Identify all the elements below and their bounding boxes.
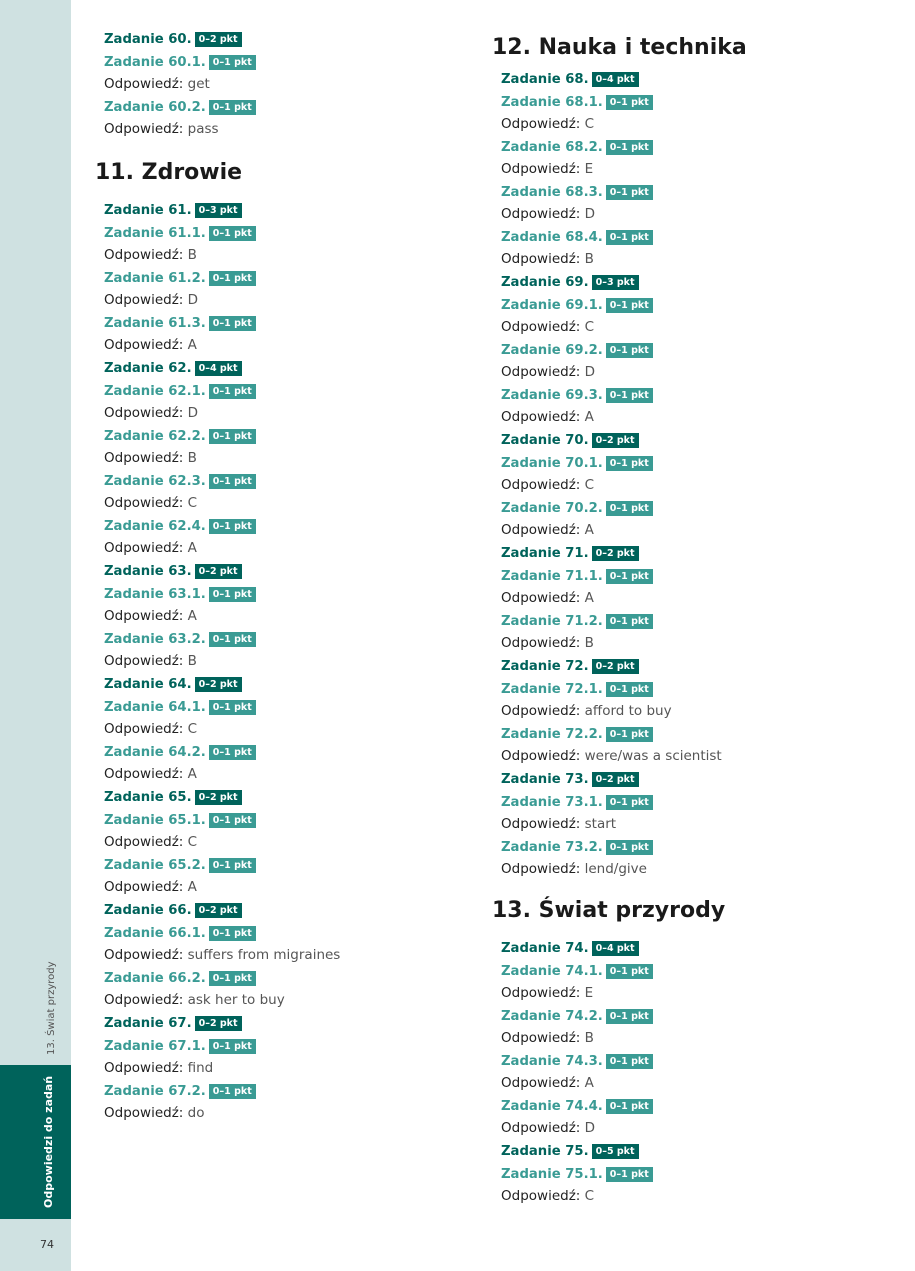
task-number: Zadanie 70.2. bbox=[501, 501, 603, 516]
task-heading bbox=[501, 768, 881, 791]
answer-row bbox=[501, 701, 881, 723]
points-badge: 0–1 pkt bbox=[606, 140, 653, 155]
subtask-heading bbox=[501, 497, 881, 520]
page-number: 74 bbox=[40, 1238, 54, 1251]
answer-label: Odpowiedź: bbox=[104, 247, 184, 263]
answer-value: A bbox=[187, 766, 197, 782]
answer-row bbox=[104, 538, 464, 560]
task-heading bbox=[501, 429, 881, 452]
task-number: Zadanie 68.2. bbox=[501, 140, 603, 155]
task-number: Zadanie 74.3. bbox=[501, 1054, 603, 1069]
task-number: Zadanie 67.1. bbox=[104, 1039, 206, 1054]
task-number: Zadanie 70. bbox=[501, 433, 589, 448]
answer-row bbox=[104, 764, 464, 786]
answer-value: E bbox=[584, 161, 594, 177]
sidebar-chapter-label: Odpowiedzi do zadań bbox=[42, 1075, 55, 1208]
answer-label: Odpowiedź: bbox=[104, 495, 184, 511]
answer-value: A bbox=[187, 337, 197, 353]
answer-label: Odpowiedź: bbox=[104, 292, 184, 308]
answer-label: Odpowiedź: bbox=[104, 721, 184, 737]
answer-value: A bbox=[187, 879, 197, 895]
answer-value: D bbox=[584, 364, 596, 380]
answer-row bbox=[501, 1186, 881, 1208]
answer-value: find bbox=[187, 1060, 214, 1076]
subtask-heading bbox=[104, 425, 464, 448]
subtask-heading bbox=[501, 91, 881, 114]
task-number: Zadanie 63.2. bbox=[104, 632, 206, 647]
answer-row bbox=[104, 448, 464, 470]
subtask-heading bbox=[501, 294, 881, 317]
task-heading bbox=[501, 1140, 881, 1163]
subtask-heading bbox=[104, 222, 464, 245]
task-number: Zadanie 65.1. bbox=[104, 813, 206, 828]
subtask-heading bbox=[501, 452, 881, 475]
section-heading-zdrowie: 11. Zdrowie bbox=[95, 160, 243, 185]
task-number: Zadanie 69.2. bbox=[501, 343, 603, 358]
answer-value: D bbox=[584, 206, 596, 222]
points-badge: 0–2 pkt bbox=[592, 433, 639, 448]
answer-label: Odpowiedź: bbox=[501, 748, 581, 764]
subtask-heading bbox=[104, 1080, 464, 1103]
answer-label: Odpowiedź: bbox=[104, 879, 184, 895]
answer-label: Odpowiedź: bbox=[104, 450, 184, 466]
task-number: Zadanie 71.1. bbox=[501, 569, 603, 584]
answer-row bbox=[501, 1073, 881, 1095]
task-heading bbox=[104, 199, 464, 222]
answer-value: B bbox=[584, 251, 594, 267]
answer-value: A bbox=[584, 522, 594, 538]
task-number: Zadanie 62.2. bbox=[104, 429, 206, 444]
answer-value: E bbox=[584, 985, 594, 1001]
points-badge: 0–1 pkt bbox=[606, 230, 653, 245]
points-badge: 0–1 pkt bbox=[606, 1009, 653, 1024]
answer-row bbox=[104, 651, 464, 673]
answer-row bbox=[104, 245, 464, 267]
task-number: Zadanie 74.1. bbox=[501, 964, 603, 979]
points-badge: 0–1 pkt bbox=[209, 474, 256, 489]
answer-label: Odpowiedź: bbox=[501, 161, 581, 177]
sidebar-chapter-tab bbox=[0, 1065, 71, 1219]
task-number: Zadanie 62.1. bbox=[104, 384, 206, 399]
subtask-heading bbox=[501, 1163, 881, 1186]
answer-value: D bbox=[584, 1120, 596, 1136]
task-number: Zadanie 74.4. bbox=[501, 1099, 603, 1114]
task-number: Zadanie 65. bbox=[104, 790, 192, 805]
points-badge: 0–1 pkt bbox=[606, 501, 653, 516]
answer-row bbox=[501, 859, 881, 881]
left-column bbox=[95, 28, 464, 1125]
task-number: Zadanie 64.2. bbox=[104, 745, 206, 760]
task-number: Zadanie 60.1. bbox=[104, 55, 206, 70]
answer-row bbox=[104, 335, 464, 357]
answer-label: Odpowiedź: bbox=[104, 76, 184, 92]
answer-row bbox=[501, 407, 881, 429]
subtask-heading bbox=[501, 610, 881, 633]
points-badge: 0–1 pkt bbox=[606, 95, 653, 110]
subtask-heading bbox=[501, 836, 881, 859]
points-badge: 0–3 pkt bbox=[592, 275, 639, 290]
task-number: Zadanie 68. bbox=[501, 72, 589, 87]
task-number: Zadanie 66.1. bbox=[104, 926, 206, 941]
task-number: Zadanie 69.1. bbox=[501, 298, 603, 313]
points-badge: 0–1 pkt bbox=[209, 858, 256, 873]
points-badge: 0–1 pkt bbox=[209, 632, 256, 647]
task-heading bbox=[104, 673, 464, 696]
task-number: Zadanie 72. bbox=[501, 659, 589, 674]
answer-row bbox=[501, 633, 881, 655]
answer-row bbox=[501, 114, 881, 136]
answer-label: Odpowiedź: bbox=[104, 405, 184, 421]
task-number: Zadanie 74. bbox=[501, 941, 589, 956]
points-badge: 0–1 pkt bbox=[209, 271, 256, 286]
points-badge: 0–1 pkt bbox=[209, 226, 256, 241]
answer-row bbox=[104, 403, 464, 425]
answer-label: Odpowiedź: bbox=[501, 477, 581, 493]
points-badge: 0–2 pkt bbox=[195, 903, 242, 918]
subtask-heading bbox=[104, 696, 464, 719]
points-badge: 0–1 pkt bbox=[209, 519, 256, 534]
answer-value: C bbox=[584, 477, 595, 493]
task-number: Zadanie 75.1. bbox=[501, 1167, 603, 1182]
answer-value: suffers from migraines bbox=[187, 947, 341, 963]
subtask-heading bbox=[501, 723, 881, 746]
subtask-heading bbox=[501, 226, 881, 249]
task-number: Zadanie 69.3. bbox=[501, 388, 603, 403]
answer-row bbox=[501, 159, 881, 181]
points-badge: 0–1 pkt bbox=[606, 727, 653, 742]
points-badge: 0–1 pkt bbox=[209, 700, 256, 715]
task-heading bbox=[104, 786, 464, 809]
points-badge: 0–1 pkt bbox=[606, 840, 653, 855]
points-badge: 0–2 pkt bbox=[195, 564, 242, 579]
subtask-heading bbox=[104, 267, 464, 290]
sidebar-section-label: 13. Świat przyrody bbox=[46, 961, 57, 1055]
answer-row bbox=[104, 1103, 464, 1125]
answer-row bbox=[104, 945, 464, 967]
points-badge: 0–1 pkt bbox=[209, 745, 256, 760]
points-badge: 0–1 pkt bbox=[606, 569, 653, 584]
subtask-heading bbox=[501, 1095, 881, 1118]
task-number: Zadanie 62. bbox=[104, 361, 192, 376]
points-badge: 0–1 pkt bbox=[209, 1084, 256, 1099]
task-number: Zadanie 71. bbox=[501, 546, 589, 561]
answer-label: Odpowiedź: bbox=[104, 766, 184, 782]
task-number: Zadanie 66. bbox=[104, 903, 192, 918]
answer-label: Odpowiedź: bbox=[104, 337, 184, 353]
points-badge: 0–4 pkt bbox=[195, 361, 242, 376]
answer-value: ask her to buy bbox=[187, 992, 285, 1008]
answer-row bbox=[501, 814, 881, 836]
points-badge: 0–1 pkt bbox=[209, 384, 256, 399]
task-number: Zadanie 63. bbox=[104, 564, 192, 579]
task-list-przyroda bbox=[501, 937, 881, 1208]
answer-label: Odpowiedź: bbox=[501, 522, 581, 538]
task-heading bbox=[104, 899, 464, 922]
points-badge: 0–1 pkt bbox=[209, 587, 256, 602]
answer-label: Odpowiedź: bbox=[501, 319, 581, 335]
answer-label: Odpowiedź: bbox=[501, 703, 581, 719]
points-badge: 0–1 pkt bbox=[606, 682, 653, 697]
answer-label: Odpowiedź: bbox=[501, 206, 581, 222]
answer-row bbox=[104, 877, 464, 899]
subtask-heading bbox=[104, 515, 464, 538]
answer-row bbox=[501, 475, 881, 497]
task-number: Zadanie 61.1. bbox=[104, 226, 206, 241]
subtask-heading bbox=[501, 678, 881, 701]
subtask-heading bbox=[104, 470, 464, 493]
points-badge: 0–1 pkt bbox=[606, 298, 653, 313]
answer-row bbox=[501, 520, 881, 542]
answer-value: start bbox=[584, 816, 617, 832]
answer-value: D bbox=[187, 405, 199, 421]
task-number: Zadanie 69. bbox=[501, 275, 589, 290]
task-number: Zadanie 65.2. bbox=[104, 858, 206, 873]
task-heading bbox=[501, 542, 881, 565]
task-number: Zadanie 73. bbox=[501, 772, 589, 787]
answer-label: Odpowiedź: bbox=[104, 992, 184, 1008]
points-badge: 0–2 pkt bbox=[195, 32, 242, 47]
task-number: Zadanie 62.4. bbox=[104, 519, 206, 534]
answer-value: were/was a scientist bbox=[584, 748, 722, 764]
answer-value: A bbox=[187, 608, 197, 624]
answer-label: Odpowiedź: bbox=[104, 608, 184, 624]
answer-row bbox=[104, 832, 464, 854]
task-number: Zadanie 61.3. bbox=[104, 316, 206, 331]
answer-value: lend/give bbox=[584, 861, 647, 877]
answer-label: Odpowiedź: bbox=[104, 1105, 184, 1121]
points-badge: 0–1 pkt bbox=[606, 343, 653, 358]
points-badge: 0–1 pkt bbox=[606, 185, 653, 200]
task-number: Zadanie 61. bbox=[104, 203, 192, 218]
answer-value: B bbox=[584, 635, 594, 651]
answer-label: Odpowiedź: bbox=[104, 653, 184, 669]
answer-value: A bbox=[584, 590, 594, 606]
task-number: Zadanie 74.2. bbox=[501, 1009, 603, 1024]
answer-value: C bbox=[584, 116, 595, 132]
subtask-heading bbox=[501, 339, 881, 362]
answer-label: Odpowiedź: bbox=[104, 540, 184, 556]
answer-value: B bbox=[584, 1030, 594, 1046]
points-badge: 0–1 pkt bbox=[209, 971, 256, 986]
task-number: Zadanie 64. bbox=[104, 677, 192, 692]
points-badge: 0–1 pkt bbox=[209, 926, 256, 941]
task-number: Zadanie 66.2. bbox=[104, 971, 206, 986]
points-badge: 0–2 pkt bbox=[592, 772, 639, 787]
task-number: Zadanie 60. bbox=[104, 32, 192, 47]
task-number: Zadanie 68.3. bbox=[501, 185, 603, 200]
subtask-heading bbox=[501, 1050, 881, 1073]
subtask-heading bbox=[104, 741, 464, 764]
answer-value: B bbox=[187, 247, 197, 263]
section-heading-nauka: 12. Nauka i technika bbox=[492, 35, 747, 60]
task-heading bbox=[104, 560, 464, 583]
task-list-nauka bbox=[501, 68, 881, 881]
task-number: Zadanie 68.4. bbox=[501, 230, 603, 245]
answer-value: C bbox=[187, 495, 198, 511]
task-heading bbox=[501, 271, 881, 294]
points-badge: 0–1 pkt bbox=[209, 429, 256, 444]
answer-label: Odpowiedź: bbox=[501, 116, 581, 132]
task-number: Zadanie 60.2. bbox=[104, 100, 206, 115]
subtask-heading bbox=[104, 967, 464, 990]
task-heading bbox=[104, 357, 464, 380]
answer-row bbox=[104, 719, 464, 741]
task-heading bbox=[501, 937, 881, 960]
task-number: Zadanie 72.2. bbox=[501, 727, 603, 742]
right-column bbox=[492, 28, 881, 1208]
answer-label: Odpowiedź: bbox=[104, 1060, 184, 1076]
answer-row bbox=[104, 606, 464, 628]
task-list-60 bbox=[104, 28, 464, 141]
points-badge: 0–1 pkt bbox=[606, 1167, 653, 1182]
answer-value: D bbox=[187, 292, 199, 308]
subtask-heading bbox=[104, 380, 464, 403]
points-badge: 0–1 pkt bbox=[209, 100, 256, 115]
points-badge: 0–1 pkt bbox=[606, 1099, 653, 1114]
points-badge: 0–1 pkt bbox=[606, 614, 653, 629]
answer-value: C bbox=[584, 1188, 595, 1204]
points-badge: 0–1 pkt bbox=[606, 795, 653, 810]
subtask-heading bbox=[104, 96, 464, 119]
subtask-heading bbox=[501, 181, 881, 204]
points-badge: 0–1 pkt bbox=[606, 456, 653, 471]
answer-label: Odpowiedź: bbox=[104, 834, 184, 850]
points-badge: 0–2 pkt bbox=[195, 677, 242, 692]
task-heading bbox=[501, 655, 881, 678]
answer-row bbox=[104, 119, 464, 141]
task-number: Zadanie 73.1. bbox=[501, 795, 603, 810]
answer-row bbox=[501, 1028, 881, 1050]
answer-label: Odpowiedź: bbox=[501, 1120, 581, 1136]
answer-label: Odpowiedź: bbox=[501, 1075, 581, 1091]
answer-value: B bbox=[187, 653, 197, 669]
task-number: Zadanie 63.1. bbox=[104, 587, 206, 602]
answer-value: B bbox=[187, 450, 197, 466]
subtask-heading bbox=[501, 960, 881, 983]
task-number: Zadanie 72.1. bbox=[501, 682, 603, 697]
points-badge: 0–1 pkt bbox=[209, 316, 256, 331]
answer-value: C bbox=[187, 721, 198, 737]
subtask-heading bbox=[501, 791, 881, 814]
points-badge: 0–4 pkt bbox=[592, 941, 639, 956]
answer-label: Odpowiedź: bbox=[104, 121, 184, 137]
task-number: Zadanie 68.1. bbox=[501, 95, 603, 110]
subtask-heading bbox=[104, 922, 464, 945]
answer-value: A bbox=[584, 409, 594, 425]
answer-row bbox=[501, 983, 881, 1005]
answer-label: Odpowiedź: bbox=[104, 947, 184, 963]
answer-row bbox=[104, 74, 464, 96]
answer-value: A bbox=[187, 540, 197, 556]
answer-label: Odpowiedź: bbox=[501, 590, 581, 606]
task-number: Zadanie 67.2. bbox=[104, 1084, 206, 1099]
task-number: Zadanie 73.2. bbox=[501, 840, 603, 855]
subtask-heading bbox=[104, 51, 464, 74]
subtask-heading bbox=[501, 136, 881, 159]
answer-value: do bbox=[187, 1105, 205, 1121]
points-badge: 0–2 pkt bbox=[195, 790, 242, 805]
task-number: Zadanie 61.2. bbox=[104, 271, 206, 286]
subtask-heading bbox=[501, 565, 881, 588]
answer-label: Odpowiedź: bbox=[501, 816, 581, 832]
subtask-heading bbox=[501, 1005, 881, 1028]
points-badge: 0–1 pkt bbox=[606, 964, 653, 979]
answer-label: Odpowiedź: bbox=[501, 1030, 581, 1046]
points-badge: 0–1 pkt bbox=[209, 813, 256, 828]
task-heading bbox=[501, 68, 881, 91]
subtask-heading bbox=[104, 809, 464, 832]
task-number: Zadanie 64.1. bbox=[104, 700, 206, 715]
subtask-heading bbox=[104, 854, 464, 877]
points-badge: 0–2 pkt bbox=[592, 546, 639, 561]
answer-row bbox=[501, 1118, 881, 1140]
answer-row bbox=[501, 746, 881, 768]
answer-label: Odpowiedź: bbox=[501, 1188, 581, 1204]
answer-label: Odpowiedź: bbox=[501, 861, 581, 877]
task-number: Zadanie 67. bbox=[104, 1016, 192, 1031]
answer-row bbox=[104, 493, 464, 515]
answer-label: Odpowiedź: bbox=[501, 409, 581, 425]
points-badge: 0–1 pkt bbox=[606, 388, 653, 403]
subtask-heading bbox=[501, 384, 881, 407]
answer-value: get bbox=[187, 76, 210, 92]
answer-value: C bbox=[584, 319, 595, 335]
answer-row bbox=[501, 362, 881, 384]
points-badge: 0–1 pkt bbox=[606, 1054, 653, 1069]
points-badge: 0–2 pkt bbox=[195, 1016, 242, 1031]
answer-value: C bbox=[187, 834, 198, 850]
points-badge: 0–1 pkt bbox=[209, 55, 256, 70]
subtask-heading bbox=[104, 1035, 464, 1058]
task-number: Zadanie 75. bbox=[501, 1144, 589, 1159]
section-heading-przyroda: 13. Świat przyrody bbox=[492, 898, 726, 923]
answer-value: afford to buy bbox=[584, 703, 672, 719]
task-heading bbox=[104, 28, 464, 51]
subtask-heading bbox=[104, 312, 464, 335]
answer-value: pass bbox=[187, 121, 219, 137]
task-number: Zadanie 62.3. bbox=[104, 474, 206, 489]
answer-row bbox=[501, 249, 881, 271]
task-heading bbox=[104, 1012, 464, 1035]
answer-value: A bbox=[584, 1075, 594, 1091]
answer-label: Odpowiedź: bbox=[501, 364, 581, 380]
subtask-heading bbox=[104, 583, 464, 606]
task-number: Zadanie 71.2. bbox=[501, 614, 603, 629]
answer-label: Odpowiedź: bbox=[501, 635, 581, 651]
task-list-zdrowie bbox=[104, 199, 464, 1125]
task-number: Zadanie 70.1. bbox=[501, 456, 603, 471]
answer-row bbox=[104, 990, 464, 1012]
answer-row bbox=[104, 290, 464, 312]
answer-row bbox=[501, 204, 881, 226]
subtask-heading bbox=[104, 628, 464, 651]
points-badge: 0–2 pkt bbox=[592, 659, 639, 674]
answer-row bbox=[501, 588, 881, 610]
points-badge: 0–1 pkt bbox=[209, 1039, 256, 1054]
points-badge: 0–5 pkt bbox=[592, 1144, 639, 1159]
answer-label: Odpowiedź: bbox=[501, 251, 581, 267]
answer-label: Odpowiedź: bbox=[501, 985, 581, 1001]
points-badge: 0–3 pkt bbox=[195, 203, 242, 218]
answer-row bbox=[501, 317, 881, 339]
answer-row bbox=[104, 1058, 464, 1080]
points-badge: 0–4 pkt bbox=[592, 72, 639, 87]
